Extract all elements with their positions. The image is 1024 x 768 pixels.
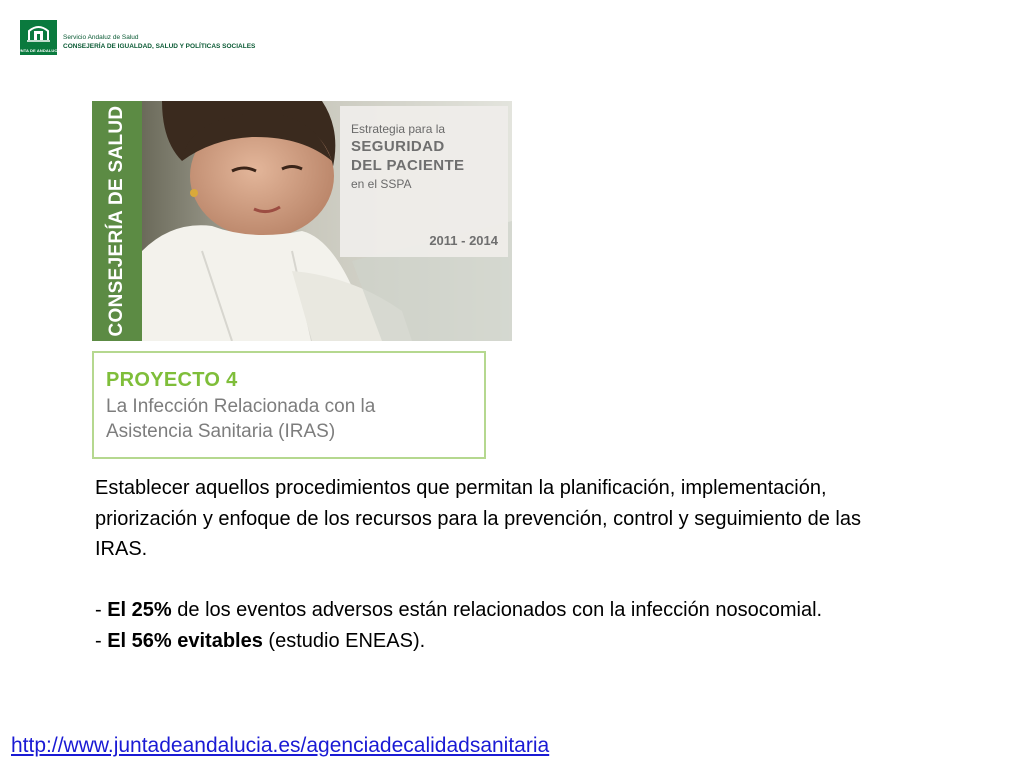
- header-service-name: Servicio Andaluz de Salud: [63, 34, 139, 41]
- project-title: PROYECTO 4: [106, 369, 238, 391]
- spacer: [95, 565, 895, 596]
- coat-of-arms-icon: [26, 23, 51, 43]
- card-line-2: SEGURIDAD: [351, 138, 445, 155]
- bullet-2-rest: (estudio ENEAS).: [262, 629, 426, 652]
- header-text: [63, 33, 255, 51]
- strategy-title-card: [340, 106, 508, 257]
- strategy-cover-image: [92, 101, 512, 341]
- body-text: [95, 473, 895, 656]
- bullet-2: [95, 626, 895, 657]
- cover-band-text: CONSEJERÍA DE SALUD: [106, 105, 127, 337]
- card-line-4: en el SSPA: [351, 177, 412, 191]
- card-line-1: Estrategia para la: [351, 122, 446, 136]
- header-ministry-name: CONSEJERÍA DE IGUALDAD, SALUD Y POLÍTICAS SOCIALES: [63, 43, 256, 50]
- header: [15, 20, 256, 55]
- bullet-1: [95, 595, 895, 626]
- project-box: [92, 351, 486, 459]
- bullet-1-rest: de los eventos adversos están relacionados con la infección nosocomial.: [171, 599, 823, 621]
- cover-side-band: [92, 101, 142, 341]
- intro-paragraph: Establecer aquellos procedimientos que permitan la planificación, implementación, priorización y enfoque de los recursos para la prevención, control y seguimiento de las IRAS.: [95, 477, 861, 560]
- card-years: 2011 - 2014: [429, 233, 498, 248]
- project-subtitle-line-2: Asistencia Sanitaria (IRAS): [106, 421, 336, 442]
- bullet-1-prefix: -: [95, 599, 108, 621]
- bullet-2-prefix: -: [95, 629, 108, 652]
- bullet-1-bold: El 25%: [107, 599, 172, 621]
- logo-caption: JUNTA DE ANDALUCIA: [15, 48, 62, 53]
- junta-de-andalucia-logo: [15, 20, 62, 55]
- bullet-2-bold: El 56% evitables: [107, 629, 263, 652]
- project-subtitle-line-1: La Infección Relacionada con la: [106, 396, 376, 417]
- card-line-3: DEL PACIENTE: [351, 157, 465, 174]
- agency-website-link[interactable]: http://www.juntadeandalucia.es/agenciadecalidadsanitaria: [11, 734, 550, 757]
